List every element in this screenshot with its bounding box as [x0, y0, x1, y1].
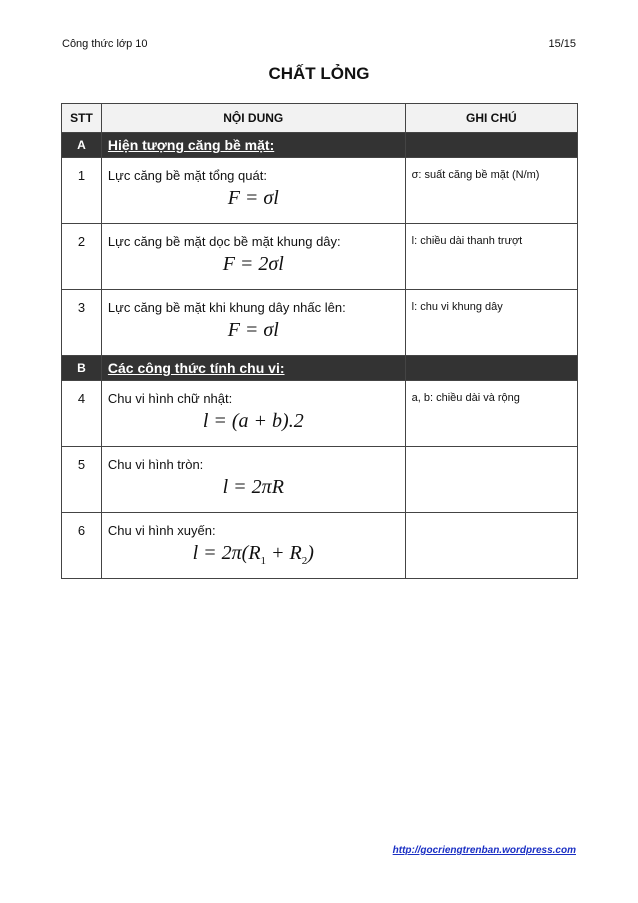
row-description: Lực căng bề mặt dọc bề mặt khung dây: [107, 234, 341, 249]
row-note [406, 513, 577, 524]
row-formula [102, 541, 405, 573]
formula-main: l = 2π(R [192, 542, 261, 564]
table-row [62, 381, 578, 447]
page-title: CHẤT LỎNG [268, 64, 370, 83]
row-formula: F = σl [227, 319, 279, 341]
column-header-note: GHI CHÚ [405, 104, 577, 133]
row-number: 1 [62, 158, 102, 224]
formula-subscript: 1 [260, 555, 267, 567]
row-number: 5 [62, 447, 102, 513]
row-note: σ: suất căng bề mặt (N/m) [411, 169, 540, 181]
row-note: l: chu vi khung dây [411, 301, 503, 313]
row-description: Chu vi hình tròn: [107, 457, 204, 472]
row-formula: l = 2πR [222, 476, 284, 498]
table-header-row [62, 104, 578, 133]
row-formula: l = (a + b).2 [202, 410, 304, 432]
section-row [62, 356, 578, 381]
header-subject: Công thức lớp 10 [62, 38, 148, 50]
row-note [406, 447, 577, 458]
section-title: Hiện tượng căng bề mặt: [107, 137, 275, 153]
table-row [62, 447, 578, 513]
row-formula: F = σl [227, 187, 279, 209]
row-description: Chu vi hình xuyến: [107, 523, 216, 538]
row-number: 2 [62, 224, 102, 290]
column-header-content: NỘI DUNG [101, 104, 405, 133]
row-formula: F = 2σl [222, 253, 284, 275]
section-id: A [62, 133, 102, 158]
page-number: 15/15 [548, 38, 576, 50]
row-number: 3 [62, 290, 102, 356]
table-row [62, 290, 578, 356]
row-description: Chu vi hình chữ nhật: [107, 391, 233, 406]
formula-mid: + R [266, 542, 302, 564]
table-row [62, 224, 578, 290]
row-number: 6 [62, 513, 102, 579]
formula-table [61, 103, 578, 579]
section-row [62, 133, 578, 158]
row-note: l: chiều dài thanh trượt [411, 235, 523, 247]
column-header-stt: STT [62, 104, 102, 133]
section-id: B [62, 356, 102, 381]
row-description: Lực căng bề mặt khi khung dây nhấc lên: [107, 300, 346, 315]
table-row [62, 158, 578, 224]
formula-end: ) [307, 542, 314, 564]
row-description: Lực căng bề mặt tổng quát: [107, 168, 267, 183]
row-number: 4 [62, 381, 102, 447]
row-note: a, b: chiều dài và rộng [411, 392, 520, 404]
footer-link[interactable]: http://gocriengtrenban.wordpress.com [392, 845, 576, 856]
section-title: Các công thức tính chu vi: [107, 360, 285, 376]
table-row [62, 513, 578, 579]
formula-subscript: 2 [301, 555, 308, 567]
